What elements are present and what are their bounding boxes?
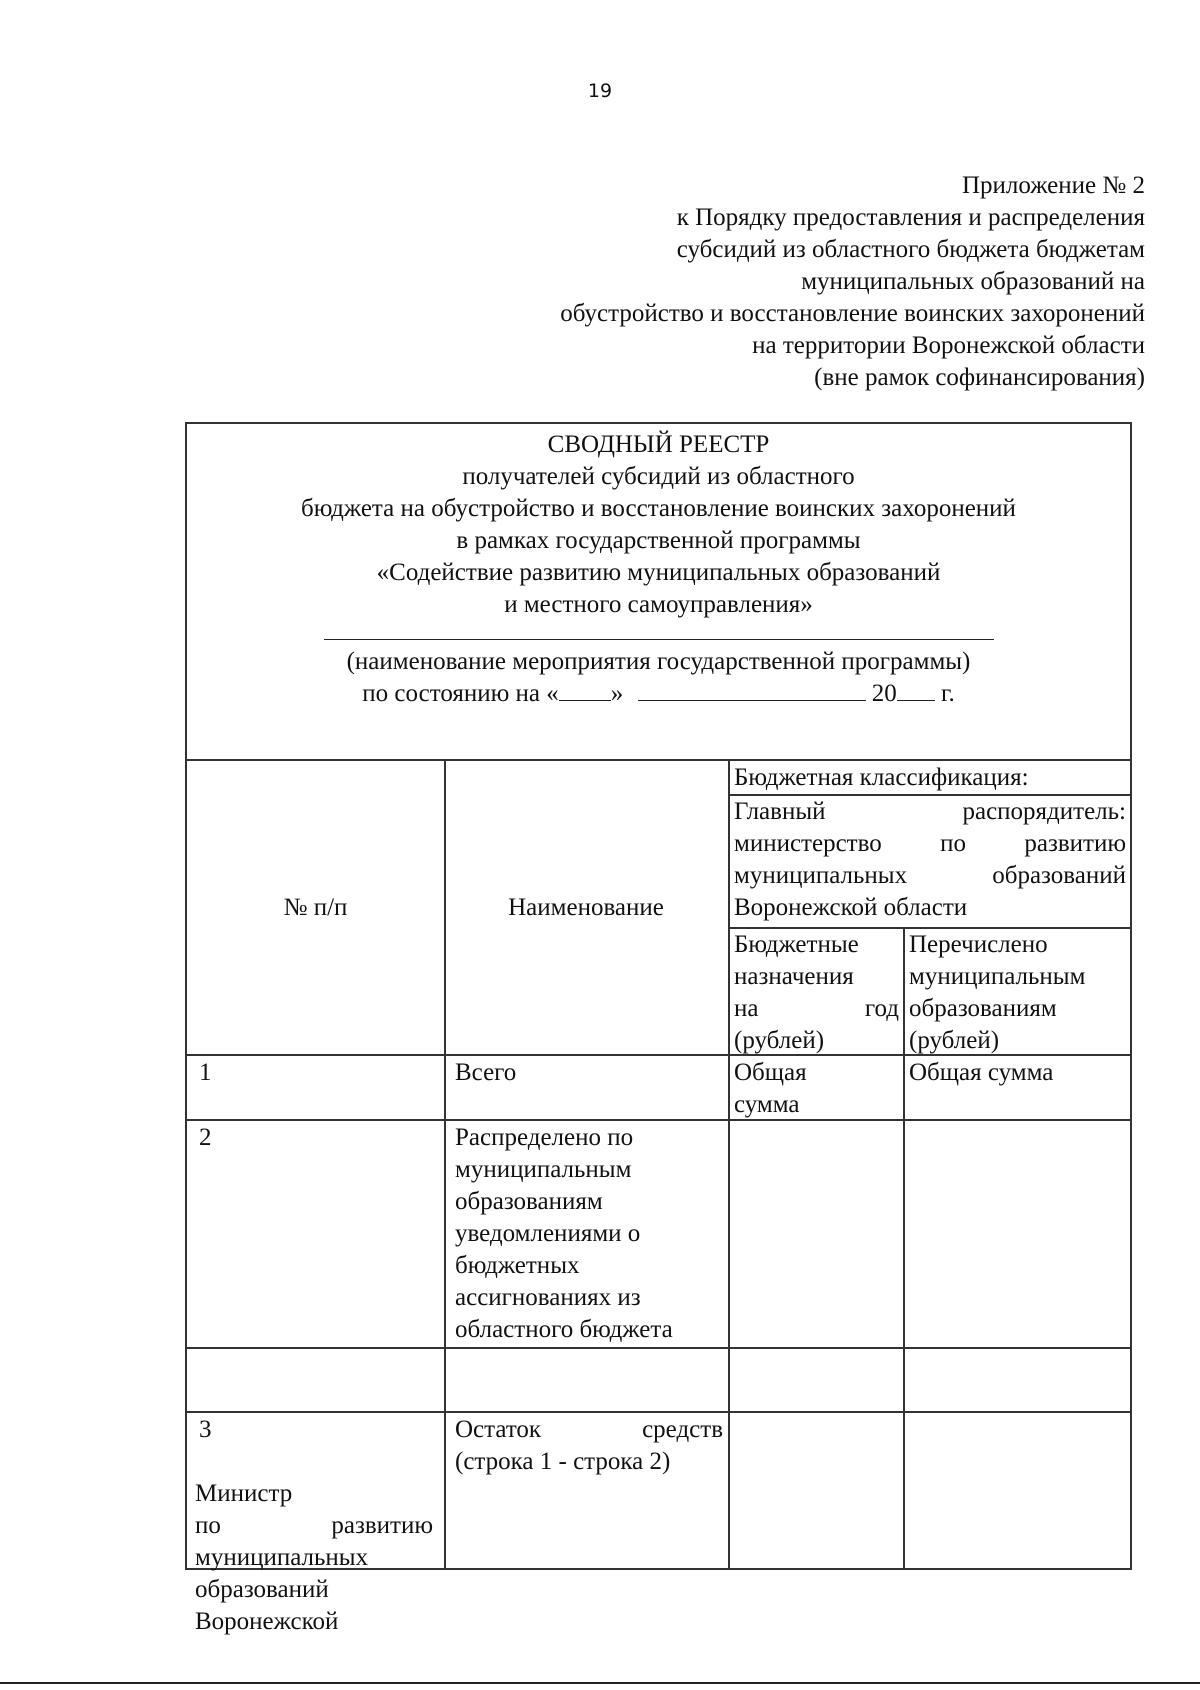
col-divider <box>903 929 905 1568</box>
register-title: СВОДНЫЙ РЕЕСТР <box>547 431 770 458</box>
appendix-line: Приложение № 2 <box>961 172 1145 199</box>
row-name-line: Распределено по <box>455 1124 634 1151</box>
appendix-line: муниципальных образований на <box>801 268 1145 295</box>
col-header-transferred-line: образованиям <box>909 995 1057 1022</box>
row-name-line: образованиям <box>455 1188 603 1215</box>
row-name-line: областного бюджета <box>455 1316 673 1343</box>
row-name-line: Всего <box>455 1059 517 1086</box>
col-header-budget-line: назначения <box>734 963 854 990</box>
register-frame <box>185 422 1132 1635</box>
col-header-transferred-line: Перечислено <box>909 931 1048 958</box>
signature-line: Воронежской <box>195 1608 339 1635</box>
row-transferred <box>909 1057 1127 1089</box>
col-header-name <box>444 761 728 1054</box>
col-header-transferred <box>909 929 1127 1057</box>
row-number: 1 <box>199 1059 212 1086</box>
appendix-block <box>385 170 1145 394</box>
main-manager-line: Воронежской области <box>734 894 968 921</box>
date-prefix: по состоянию на « <box>362 680 559 707</box>
register-header <box>187 424 1130 761</box>
appendix-line: к Порядку предоставления и распределения <box>676 204 1145 231</box>
page-bottom-rule <box>0 1682 1200 1684</box>
row-name-line: (строка 1 - строка 2) <box>455 1448 671 1475</box>
signature-line: по развитию <box>195 1512 433 1539</box>
row-divider <box>187 1119 1130 1121</box>
signature-line: Министр <box>195 1480 293 1507</box>
signature-line: образований <box>195 1576 329 1603</box>
budget-classification-header: Бюджетная классификация: <box>734 764 1029 791</box>
appendix-line: обустройство и восстановление воинских захоронений <box>560 300 1145 327</box>
row-transferred-line: Общая сумма <box>909 1059 1054 1086</box>
col-header-budget-line: Бюджетные <box>734 931 859 958</box>
row-name-line: бюджетных <box>455 1252 580 1279</box>
col-header-budget <box>734 929 899 1057</box>
main-manager-line: Главный распорядитель: <box>734 798 1126 825</box>
row-budget-line: сумма <box>734 1091 800 1118</box>
row-divider <box>187 1347 1130 1349</box>
row-budget <box>734 1057 899 1121</box>
date-year: 20 <box>871 680 897 707</box>
main-manager-cell <box>734 796 1126 924</box>
event-name-blank <box>324 639 994 640</box>
month-blank <box>638 678 866 701</box>
signature-cell <box>195 1478 433 1638</box>
row-divider <box>187 1411 1130 1413</box>
col-header-number <box>187 761 444 1054</box>
appendix-line: субсидий из областного бюджета бюджетам <box>676 236 1145 263</box>
row-number: 3 <box>199 1416 212 1443</box>
appendix-line: на территории Воронежской области <box>752 332 1145 359</box>
row-name-line: уведомлениями о <box>455 1220 641 1247</box>
col-header-name-text: Наименование <box>508 893 664 921</box>
main-manager-line: министерство по развитию <box>734 830 1126 857</box>
register-subtitle-line: в рамках государственной программы <box>456 527 861 554</box>
page-number: 19 <box>587 80 613 102</box>
row-budget-line: Общая <box>734 1059 807 1086</box>
year-blank <box>897 678 935 701</box>
row-name-line: ассигнованиях из <box>455 1284 641 1311</box>
register-subtitle-line: «Содействие развитию муниципальных образований <box>376 559 941 586</box>
row-number: 2 <box>199 1124 212 1151</box>
event-caption: (наименование мероприятия государственной программы) <box>346 648 971 675</box>
date-suffix: г. <box>941 680 955 707</box>
signature-line: муниципальных <box>195 1544 369 1571</box>
col-header-budget-line: (рублей) <box>734 1027 825 1054</box>
row-name <box>455 1057 723 1089</box>
row-name-line: Остаток средств <box>455 1416 723 1443</box>
col-header-transferred-line: (рублей) <box>909 1027 1000 1054</box>
col-header-number-text: № п/п <box>283 893 348 921</box>
register-subtitle-line: получателей субсидий из областного <box>462 463 855 490</box>
register-subtitle-line: и местного самоуправления» <box>504 591 813 618</box>
row-name <box>455 1122 723 1346</box>
main-manager-line: муниципальных образований <box>734 862 1126 889</box>
col-divider <box>728 761 730 1568</box>
col-header-budget-line: на год <box>734 995 899 1022</box>
date-line <box>187 678 1130 710</box>
appendix-line: (вне рамок софинансирования) <box>814 364 1145 391</box>
col-header-transferred-line: муниципальным <box>909 963 1086 990</box>
row-name-line: муниципальным <box>455 1156 632 1183</box>
day-blank <box>559 678 611 701</box>
row-name <box>455 1414 723 1478</box>
date-quote-close: » <box>610 680 624 707</box>
register-subtitle-line: бюджета на обустройство и восстановление воинских захоронений <box>301 495 1016 522</box>
